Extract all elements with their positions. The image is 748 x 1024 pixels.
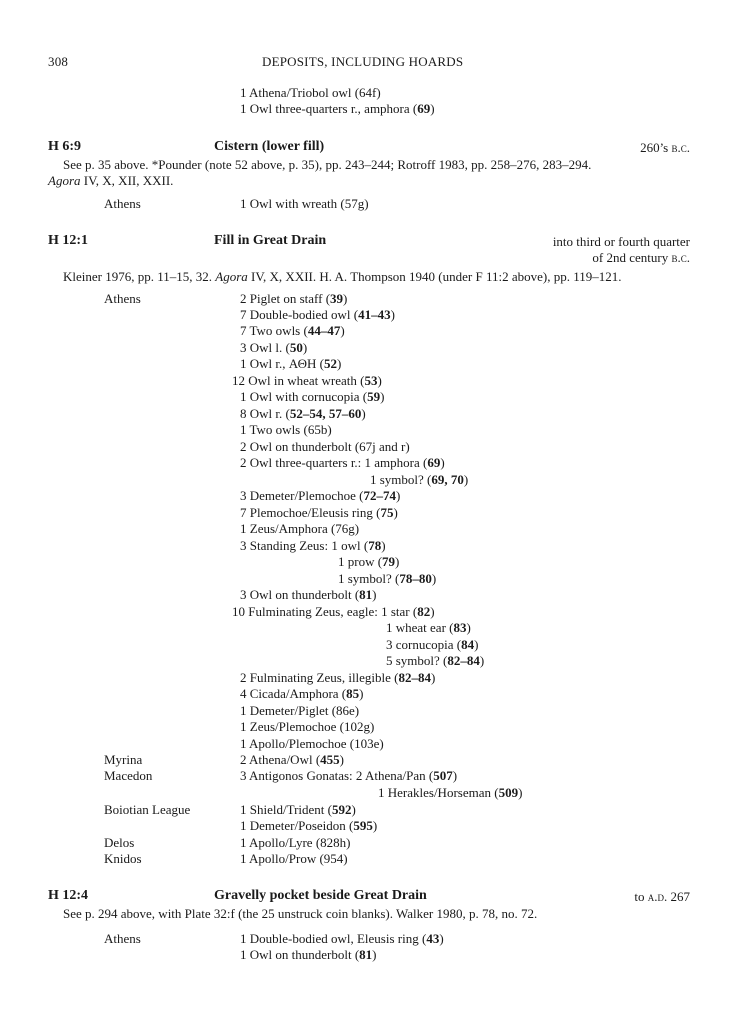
coin-entry: 7 Double-bodied owl (41–43) [240,307,395,322]
coin-entry: 2 Fulminating Zeus, illegible (82–84) [240,670,436,685]
coin-entry: 12 Owl in wheat wreath (53) [232,373,382,388]
coin-entry: 2 Owl on thunderbolt (67j and r) [240,439,410,454]
deposit-date: 260’s b.c. [640,140,690,155]
coin-entry: 1 Demeter/Poseidon (595) [240,818,378,833]
deposit-title: Fill in Great Drain [214,233,327,248]
deposit-title: Cistern (lower fill) [214,139,325,154]
deposit-code: H 12:1 [48,233,89,248]
coin-entry: 3 Owl on thunderbolt (81) [240,587,377,602]
coin-subentry: 1 wheat ear (83) [386,620,471,635]
coin-subentry: 3 cornucopia (84) [386,637,479,652]
coin-entry: 1 Demeter/Piglet (86e) [240,703,360,718]
coin-entry: 1 Owl with wreath (57g) [240,196,369,211]
mint-origin: Boiotian League [104,802,191,817]
coin-entry: 3 Standing Zeus: 1 owl (78) [240,538,386,553]
coin-entry: 1 Two owls (65b) [240,422,332,437]
coin-entry: 10 Fulminating Zeus, eagle: 1 star (82) [232,604,435,619]
coin-entry: 1 Zeus/Amphora (76g) [240,521,360,536]
mint-origin: Myrina [104,752,143,767]
coin-entry: 1 Double-bodied owl, Eleusis ring (43) [240,931,444,946]
coin-entry: 1 Shield/Trident (592) [240,802,356,817]
carryover-item: 1 Owl three-quarters r., amphora (69) [240,101,435,116]
mint-origin: Athens [104,196,141,211]
coin-entry: 1 Owl with cornucopia (59) [240,389,385,404]
coin-entry: 7 Two owls (44–47) [240,323,345,338]
coin-entry: 4 Cicada/Amphora (85) [240,686,364,701]
coin-subentry: 1 symbol? (78–80) [338,571,437,586]
deposit-references: Kleiner 1976, pp. 11–15, 32. Agora IV, X, XXII. H. A. Thompson 1940 (under F 11:2 above), pp. 119–121. [63,269,622,284]
running-title: DEPOSITS, INCLUDING HOARDS [262,54,464,69]
coin-entry: 1 Apollo/Plemochoe (103e) [240,736,384,751]
coin-entry: 3 Owl l. (50) [240,340,308,355]
coin-subentry: 1 symbol? (69, 70) [370,472,469,487]
deposit-references: See p. 294 above, with Plate 32:f (the 25 unstruck coin blanks). Walker 1980, p. 78, no. 72. [63,906,538,921]
coin-entry: 1 Apollo/Prow (954) [240,851,348,866]
coin-entry: 2 Athena/Owl (455) [240,752,344,767]
coin-entry: 1 Owl r., ΑΘΗ (52) [240,356,342,371]
coin-subentry: 5 symbol? (82–84) [386,653,485,668]
deposit-date: to a.d. 267 [634,889,690,904]
coin-entry: 7 Plemochoe/Eleusis ring (75) [240,505,398,520]
deposit-references: Agora IV, X, XII, XXII. [48,173,174,188]
coin-subentry: 1 Herakles/Horseman (509) [378,785,523,800]
mint-origin: Macedon [104,768,153,783]
mint-origin: Delos [104,835,135,850]
coin-entry: 8 Owl r. (52–54, 57–60) [240,406,366,421]
mint-origin: Athens [104,931,141,946]
page-number: 308 [48,54,69,69]
coin-subentry: 1 prow (79) [338,554,400,569]
deposit-date: into third or fourth quarter [552,234,690,249]
mint-origin: Athens [104,291,141,306]
deposit-date: of 2nd century b.c. [592,250,690,265]
deposit-title: Gravelly pocket beside Great Drain [214,888,427,903]
coin-entry: 1 Zeus/Plemochoe (102g) [240,719,375,734]
deposit-references: See p. 35 above. *Pounder (note 52 above, p. 35), pp. 243–244; Rotroff 1983, pp. 258–276, 283–294. [63,157,592,172]
coin-entry: 3 Demeter/Plemochoe (72–74) [240,488,401,503]
carryover-item: 1 Athena/Triobol owl (64f) [240,85,381,100]
coin-entry: 3 Antigonos Gonatas: 2 Athena/Pan (507) [240,768,458,783]
coin-entry: 1 Apollo/Lyre (828h) [240,835,351,850]
coin-entry: 2 Piglet on staff (39) [240,291,348,306]
mint-origin: Knidos [104,851,142,866]
deposit-code: H 6:9 [48,139,82,154]
coin-entry: 1 Owl on thunderbolt (81) [240,947,377,962]
deposit-code: H 12:4 [48,888,89,903]
coin-entry: 2 Owl three-quarters r.: 1 amphora (69) [240,455,445,470]
